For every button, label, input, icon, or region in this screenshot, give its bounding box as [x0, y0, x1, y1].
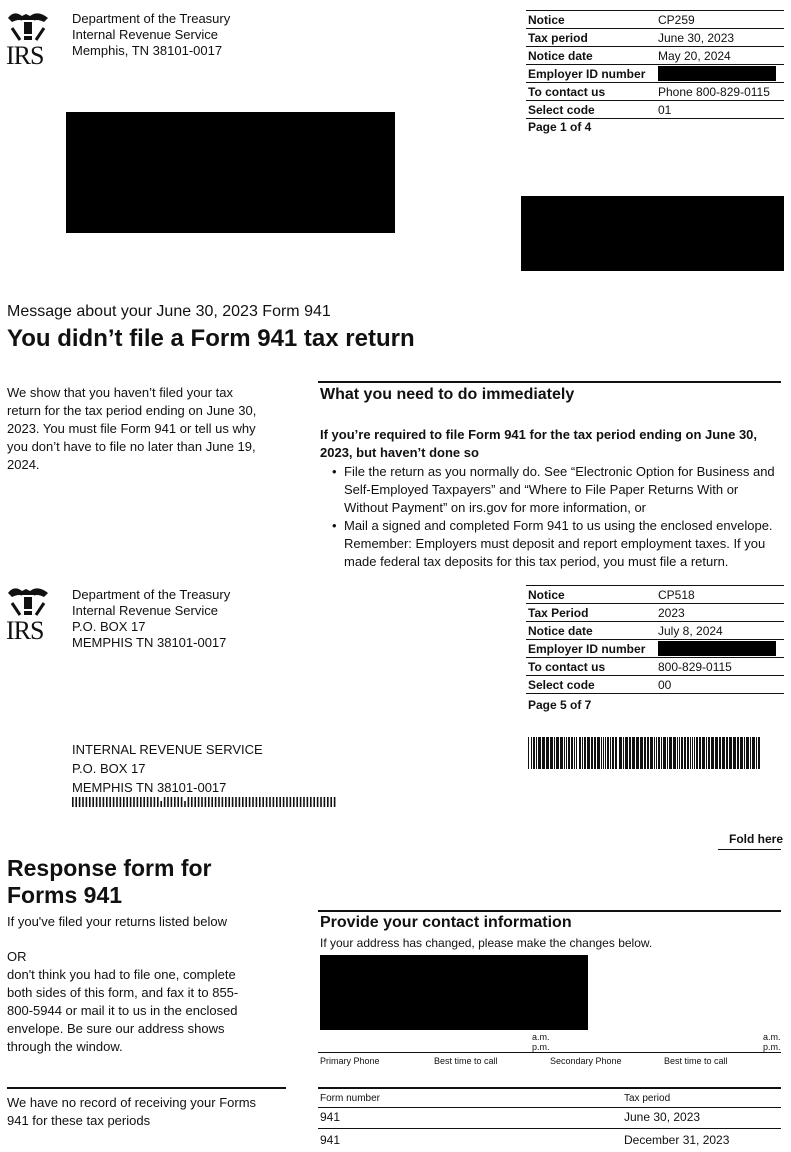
postal-bar	[303, 797, 305, 807]
pm-label: p.m.	[532, 1042, 550, 1052]
ein-label: Employer ID number	[526, 640, 656, 658]
section-rule	[318, 381, 781, 383]
contact-row	[526, 658, 784, 676]
postal-bar	[273, 797, 275, 807]
postal-bar	[75, 797, 77, 807]
barcode-bar	[605, 737, 606, 769]
barcode-bar	[758, 737, 760, 769]
barcode-bar	[629, 737, 631, 769]
tax-period-label: Tax period	[526, 29, 656, 47]
barcode-bar	[719, 737, 721, 769]
postal-bar	[201, 797, 203, 807]
barcode-bar	[625, 737, 628, 769]
postal-bar	[96, 797, 98, 807]
return-line: INTERNAL REVENUE SERVICE	[72, 742, 263, 757]
barcode-bar	[752, 737, 755, 769]
sender-line: Internal Revenue Service	[72, 603, 218, 618]
tax-period-header: Tax period	[624, 1093, 671, 1104]
response-title	[7, 855, 211, 909]
postal-bar	[310, 797, 312, 807]
barcode-bar	[571, 737, 573, 769]
contact-value: Phone 800-829-0115	[656, 83, 784, 101]
barcode-bar	[610, 737, 611, 769]
response-title-line: Response form for	[7, 855, 212, 881]
notice-row	[526, 586, 784, 604]
forms-table-header	[318, 1091, 781, 1108]
barcode-bar	[623, 737, 624, 769]
barcode-bar	[597, 737, 600, 769]
postal-bar	[235, 797, 237, 807]
postal-bar	[157, 797, 159, 807]
page-indicator: Page 5 of 7	[528, 698, 592, 712]
postal-bar	[86, 797, 88, 807]
barcode-bar	[546, 737, 549, 769]
postal-bar	[137, 797, 139, 807]
secondary-phone-label: Secondary Phone	[550, 1056, 622, 1066]
sender-line: Department of the Treasury	[72, 587, 231, 602]
am-pm-secondary[interactable]	[763, 1032, 781, 1052]
postal-bar	[171, 797, 173, 807]
table-row	[318, 1108, 781, 1129]
section-rule	[318, 910, 781, 912]
postal-bar	[103, 797, 105, 807]
postal-bar	[181, 797, 183, 807]
barcode-bar	[661, 737, 662, 769]
postal-bar	[150, 797, 152, 807]
barcode-bar	[647, 737, 649, 769]
barcode-bar	[607, 737, 609, 769]
postal-bar	[133, 797, 135, 807]
notice-value: CP259	[656, 11, 784, 29]
todo-heading: What you need to do immediately	[320, 386, 575, 403]
postal-bar	[130, 797, 132, 807]
barcode-bar	[576, 737, 577, 769]
notice-label: Notice	[526, 11, 656, 29]
postal-bar	[154, 797, 156, 807]
barcode-bar	[579, 737, 581, 769]
fold-rule	[718, 849, 781, 850]
postal-bar	[225, 797, 227, 807]
ein-label: Employer ID number	[526, 65, 656, 83]
barcode-bar	[594, 737, 596, 769]
contact-label: To contact us	[526, 658, 656, 676]
barcode-bar	[667, 737, 668, 769]
barcode-bar	[601, 737, 602, 769]
primary-phone-label: Primary Phone	[320, 1056, 380, 1066]
list-item: • Mail a signed and completed Form 941 to us using the enclosed envelope. Remember: Employers must deposit and report employment taxes. If you made federal tax deposits for this tax period, you must file a return.	[344, 517, 780, 571]
barcode-bar	[722, 737, 725, 769]
barcode-bar	[663, 737, 666, 769]
barcode-bar	[708, 737, 710, 769]
page-title: You didn’t file a Form 941 tax return	[7, 325, 415, 352]
recipient-address-redacted	[66, 112, 395, 233]
barcode-bar	[531, 737, 532, 769]
irs-logo	[6, 585, 52, 643]
postal-bar	[307, 797, 309, 807]
postal-bar	[266, 797, 268, 807]
intro-paragraph: We show that you haven’t filed your tax return for the tax period ending on June 30, 2023. You must file Form 941 or tell us why you don’t have to file no later than June 19, 2024.	[7, 385, 257, 472]
postal-bar	[324, 797, 326, 807]
postal-bar	[205, 797, 207, 807]
barcode-bar	[733, 737, 736, 769]
postal-barcode	[72, 797, 336, 807]
select-code-row	[526, 676, 784, 694]
notice-date-label: Notice date	[526, 622, 656, 640]
response-text: If you've filed your returns listed below	[7, 914, 227, 929]
postal-bar	[72, 797, 74, 807]
contact-label: To contact us	[526, 83, 656, 101]
postal-bar	[79, 797, 81, 807]
postal-bar	[194, 797, 196, 807]
barcode-bar	[636, 737, 639, 769]
postal-bar	[300, 797, 302, 807]
response-or: OR	[7, 949, 27, 964]
barcode-bar	[554, 737, 555, 769]
postal-bar	[218, 797, 220, 807]
postal-bar	[177, 797, 179, 807]
postal-bar	[143, 797, 145, 807]
barcode-bar	[692, 737, 693, 769]
postal-bar	[296, 797, 298, 807]
postal-bar	[232, 797, 234, 807]
postal-bar	[123, 797, 125, 807]
tax-period-cell: December 31, 2023	[624, 1133, 730, 1147]
barcode-bar	[582, 737, 583, 769]
irs-logo	[6, 10, 52, 68]
postal-bar	[293, 797, 295, 807]
barcode-bar	[566, 737, 567, 769]
barcode-bar	[684, 737, 686, 769]
todo-subheading: If you’re required to file Form 941 for the tax period ending on June 30, 2023, but haven’t done so	[320, 427, 758, 460]
sender-line: Memphis, TN 38101-0017	[72, 43, 223, 58]
barcode-bar	[687, 737, 689, 769]
barcode-bar	[560, 737, 563, 769]
contact-value: 800-829-0115	[656, 658, 784, 676]
section-rule	[7, 1087, 286, 1089]
postal-bar	[256, 797, 258, 807]
notice-date-label: Notice date	[526, 47, 656, 65]
barcode-bar	[750, 737, 751, 769]
notice-label: Notice	[526, 586, 656, 604]
section-rule	[318, 1087, 781, 1089]
barcode-bar	[756, 737, 757, 769]
barcode-bar	[640, 737, 643, 769]
barcode-bar	[538, 737, 541, 769]
ein-value-redacted	[656, 640, 784, 658]
postal-bar	[109, 797, 111, 807]
sender-line: P.O. BOX 17	[72, 619, 146, 634]
barcode-bar	[542, 737, 545, 769]
barcode-bar	[690, 737, 691, 769]
barcode-bar	[681, 737, 683, 769]
select-code-label: Select code	[526, 101, 656, 119]
contact-subtext: If your address has changed, please make the changes below.	[320, 936, 653, 950]
notice-info-table	[526, 10, 784, 119]
postal-bar	[242, 797, 244, 807]
irs-logo-text: IRS	[6, 616, 44, 645]
postal-bar	[290, 797, 292, 807]
barcode-bar	[619, 737, 622, 769]
sender-address	[72, 11, 230, 59]
select-code-value: 00	[656, 676, 784, 694]
notice-value: CP518	[656, 586, 784, 604]
response-title-line: Forms 941	[7, 882, 123, 908]
postal-bar	[106, 797, 108, 807]
barcode-bar	[669, 737, 672, 769]
fold-here-label: Fold here	[729, 832, 784, 846]
barcode-bar	[740, 737, 743, 769]
notice-date-value: July 8, 2024	[656, 622, 784, 640]
barcode-bar	[654, 737, 655, 769]
barcode-bar	[715, 737, 718, 769]
table-row	[318, 1129, 781, 1149]
barcode-bar	[603, 737, 604, 769]
barcode-bar	[568, 737, 570, 769]
barcode-redacted	[521, 196, 784, 271]
notice-date-value: May 20, 2024	[656, 47, 784, 65]
barcode-bar	[612, 737, 614, 769]
postal-bar	[164, 797, 166, 807]
return-line: P.O. BOX 17	[72, 761, 146, 776]
barcode-bar	[737, 737, 739, 769]
irs-logo-text: IRS	[6, 41, 44, 70]
best-time-label: Best time to call	[434, 1056, 498, 1066]
tax-period-value: 2023	[656, 604, 784, 622]
barcode-bar	[679, 737, 680, 769]
barcode-bar	[632, 737, 635, 769]
barcode-bar	[644, 737, 646, 769]
barcode-bar	[615, 737, 617, 769]
postal-bar	[120, 797, 122, 807]
mailing-address-redacted[interactable]	[320, 955, 588, 1030]
postal-bar	[259, 797, 261, 807]
return-line: MEMPHIS TN 38101-0017	[72, 780, 227, 795]
sender-line: MEMPHIS TN 38101-0017	[72, 635, 227, 650]
barcode-bar	[694, 737, 695, 769]
barcode-bar	[744, 737, 745, 769]
postal-bar	[126, 797, 128, 807]
return-address	[72, 740, 263, 797]
contact-heading: Provide your contact information	[320, 914, 572, 931]
notice-info-table	[526, 585, 784, 694]
barcode-bar	[550, 737, 553, 769]
best-time-label: Best time to call	[664, 1056, 728, 1066]
postal-bar	[191, 797, 193, 807]
barcode-bar	[658, 737, 660, 769]
barcode-bar	[587, 737, 590, 769]
page-indicator: Page 1 of 4	[528, 120, 592, 134]
postal-bar	[279, 797, 281, 807]
ein-row	[526, 65, 784, 83]
eagle-emblem-icon	[6, 10, 50, 44]
todo-list	[332, 463, 780, 571]
select-code-label: Select code	[526, 676, 656, 694]
postal-bar	[283, 797, 285, 807]
postal-bar	[198, 797, 200, 807]
barcode-bar	[536, 737, 537, 769]
am-label: a.m.	[532, 1032, 550, 1042]
pm-label: p.m.	[763, 1042, 781, 1052]
contact-row	[526, 83, 784, 101]
barcode-bar	[677, 737, 678, 769]
postal-bar	[262, 797, 264, 807]
barcode-bar	[673, 737, 676, 769]
no-record-text: We have no record of receiving your Forms 941 for these tax periods	[7, 1095, 257, 1128]
barcode-bar	[564, 737, 565, 769]
forms-table	[318, 1091, 781, 1149]
postal-bar	[184, 801, 186, 807]
postal-bar	[188, 797, 190, 807]
notice-date-row	[526, 47, 784, 65]
tax-period-cell: June 30, 2023	[624, 1110, 701, 1124]
tax-period-row	[526, 29, 784, 47]
barcode-bar	[726, 737, 728, 769]
form-number-cell: 941	[320, 1133, 341, 1147]
postal-bar	[249, 797, 251, 807]
postal-bar	[160, 801, 162, 807]
postal-bar	[276, 797, 278, 807]
form-number-header: Form number	[320, 1093, 381, 1104]
tax-period-row	[526, 604, 784, 622]
phone-line	[318, 1052, 781, 1053]
postal-bar	[252, 797, 254, 807]
tax-period-label: Tax Period	[526, 604, 656, 622]
barcode-bar	[584, 737, 586, 769]
postal-bar	[147, 797, 149, 807]
barcode-bar	[591, 737, 593, 769]
postal-bar	[113, 797, 115, 807]
barcode-bar	[533, 737, 535, 769]
list-item: • File the return as you normally do. See “Electronic Option for Business and Self-Employed Taxpayers” and “Where to File Paper Returns With or Without Payment” on irs.gov for more information, or	[344, 463, 780, 517]
postal-bar	[313, 797, 315, 807]
postal-bar	[211, 797, 213, 807]
am-label: a.m.	[763, 1032, 781, 1042]
postal-bar	[99, 797, 101, 807]
postal-bar	[140, 797, 142, 807]
notice-date-row	[526, 622, 784, 640]
postal-bar	[116, 797, 118, 807]
sender-line: Internal Revenue Service	[72, 27, 218, 42]
postal-bar	[269, 797, 271, 807]
barcode-bar	[711, 737, 714, 769]
postal-bar	[222, 797, 224, 807]
sender-address	[72, 587, 230, 651]
barcode-bar	[528, 737, 529, 769]
barcode-bar	[706, 737, 707, 769]
postal-bar	[239, 797, 241, 807]
postal-bar	[215, 797, 217, 807]
notice-row	[526, 11, 784, 29]
response-instructions	[7, 913, 257, 1056]
tax-period-value: June 30, 2023	[656, 29, 784, 47]
sender-line: Department of the Treasury	[72, 11, 231, 26]
barcode-bar	[650, 737, 653, 769]
select-code-row	[526, 101, 784, 119]
postal-bar	[245, 797, 247, 807]
am-pm-primary[interactable]	[532, 1032, 550, 1052]
barcode-bar	[746, 737, 749, 769]
barcode-bar	[699, 737, 701, 769]
ein-value-redacted	[656, 65, 784, 83]
postal-bar	[228, 797, 230, 807]
postal-bar	[89, 797, 91, 807]
barcode-bar	[702, 737, 705, 769]
message-subtitle: Message about your June 30, 2023 Form 941	[7, 303, 331, 320]
postal-bar	[92, 797, 94, 807]
select-code-value: 01	[656, 101, 784, 119]
postal-bar	[167, 797, 169, 807]
barcode-bar	[656, 737, 657, 769]
response-text: don't think you had to file one, complete both sides of this form, and fax it to 855-800-5944 or mail it to us in the enclosed envelope. Be sure our address shows through the window.	[7, 967, 239, 1054]
postal-bar	[317, 797, 319, 807]
postal-bar	[174, 797, 176, 807]
ein-row	[526, 640, 784, 658]
barcode-bar	[574, 737, 575, 769]
postal-bar	[320, 797, 322, 807]
barcode-bar	[696, 737, 698, 769]
postal-bar	[327, 797, 329, 807]
postal-bar	[334, 797, 336, 807]
postal-bar	[208, 797, 210, 807]
postal-bar	[286, 797, 288, 807]
eagle-emblem-icon	[6, 585, 50, 619]
postal-bar	[330, 797, 332, 807]
barcode-bar	[729, 737, 732, 769]
barcode-bar	[556, 737, 559, 769]
form-number-cell: 941	[320, 1110, 341, 1124]
barcode	[528, 737, 762, 769]
postal-bar	[82, 797, 84, 807]
